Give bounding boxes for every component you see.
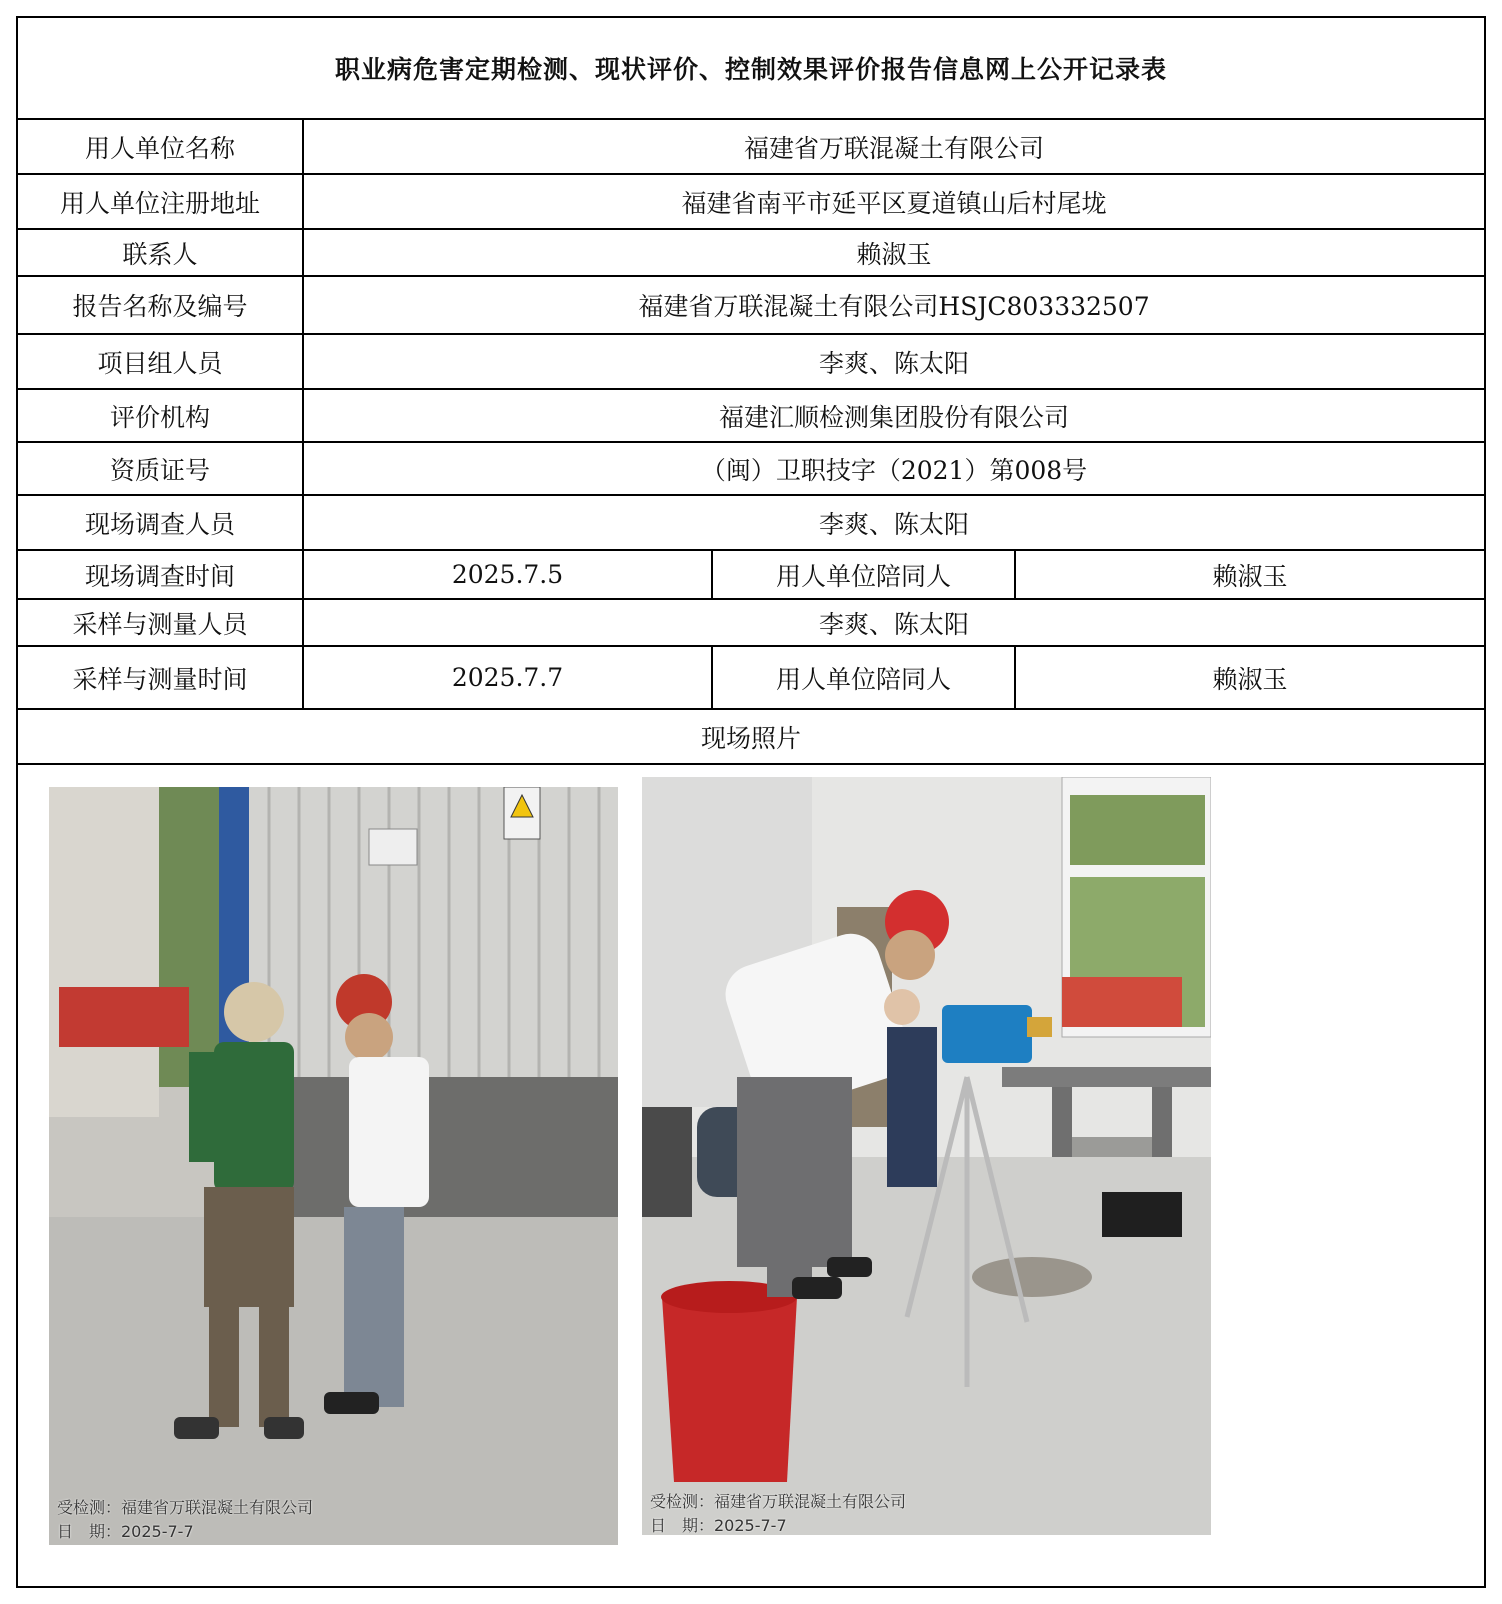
record-table <box>18 18 1484 1564</box>
survey-staff-label: 现场调查人员 <box>18 495 303 550</box>
survey-companion-label: 用人单位陪同人 <box>712 550 1015 599</box>
site-photo-2 <box>642 777 1211 1535</box>
survey-companion-value: 赖淑玉 <box>1015 550 1484 599</box>
report-label: 报告名称及编号 <box>18 276 303 334</box>
record-sheet <box>16 16 1486 1588</box>
sampling-staff-label: 采样与测量人员 <box>18 599 303 646</box>
agency-label: 评价机构 <box>18 389 303 442</box>
photo-area <box>18 765 1484 1564</box>
sampling-time-value: 2025.7.7 <box>303 646 712 709</box>
survey-staff-value: 李爽、陈太阳 <box>303 495 1484 550</box>
company-name-label: 用人单位名称 <box>18 119 303 174</box>
survey-time-value: 2025.7.5 <box>303 550 712 599</box>
page-title: 职业病危害定期检测、现状评价、控制效果评价报告信息网上公开记录表 <box>18 18 1484 119</box>
survey-time-label: 现场调查时间 <box>18 550 303 599</box>
photo-1-caption-line2: 日 期：2025-7-7 <box>57 1522 194 1541</box>
site-photo-1 <box>49 787 618 1545</box>
sampling-companion-label: 用人单位陪同人 <box>712 646 1015 709</box>
address-value: 福建省南平市延平区夏道镇山后村尾垅 <box>303 174 1484 229</box>
address-label: 用人单位注册地址 <box>18 174 303 229</box>
sampling-companion-value: 赖淑玉 <box>1015 646 1484 709</box>
license-label: 资质证号 <box>18 442 303 495</box>
sampling-time-label: 采样与测量时间 <box>18 646 303 709</box>
contact-label: 联系人 <box>18 229 303 276</box>
license-value: （闽）卫职技字（2021）第008号 <box>303 442 1484 495</box>
photo-2-caption-line1: 受检测：福建省万联混凝土有限公司 <box>650 1492 907 1511</box>
photo-2-caption-line2: 日 期：2025-7-7 <box>650 1516 787 1535</box>
contact-value: 赖淑玉 <box>303 229 1484 276</box>
report-value: 福建省万联混凝土有限公司HSJC803332507 <box>303 276 1484 334</box>
photos-header: 现场照片 <box>18 709 1484 764</box>
sampling-staff-value: 李爽、陈太阳 <box>303 599 1484 646</box>
project-team-value: 李爽、陈太阳 <box>303 334 1484 389</box>
company-name-value: 福建省万联混凝土有限公司 <box>303 119 1484 174</box>
agency-value: 福建汇顺检测集团股份有限公司 <box>303 389 1484 442</box>
photo-1-caption-line1: 受检测：福建省万联混凝土有限公司 <box>57 1498 314 1517</box>
project-team-label: 项目组人员 <box>18 334 303 389</box>
